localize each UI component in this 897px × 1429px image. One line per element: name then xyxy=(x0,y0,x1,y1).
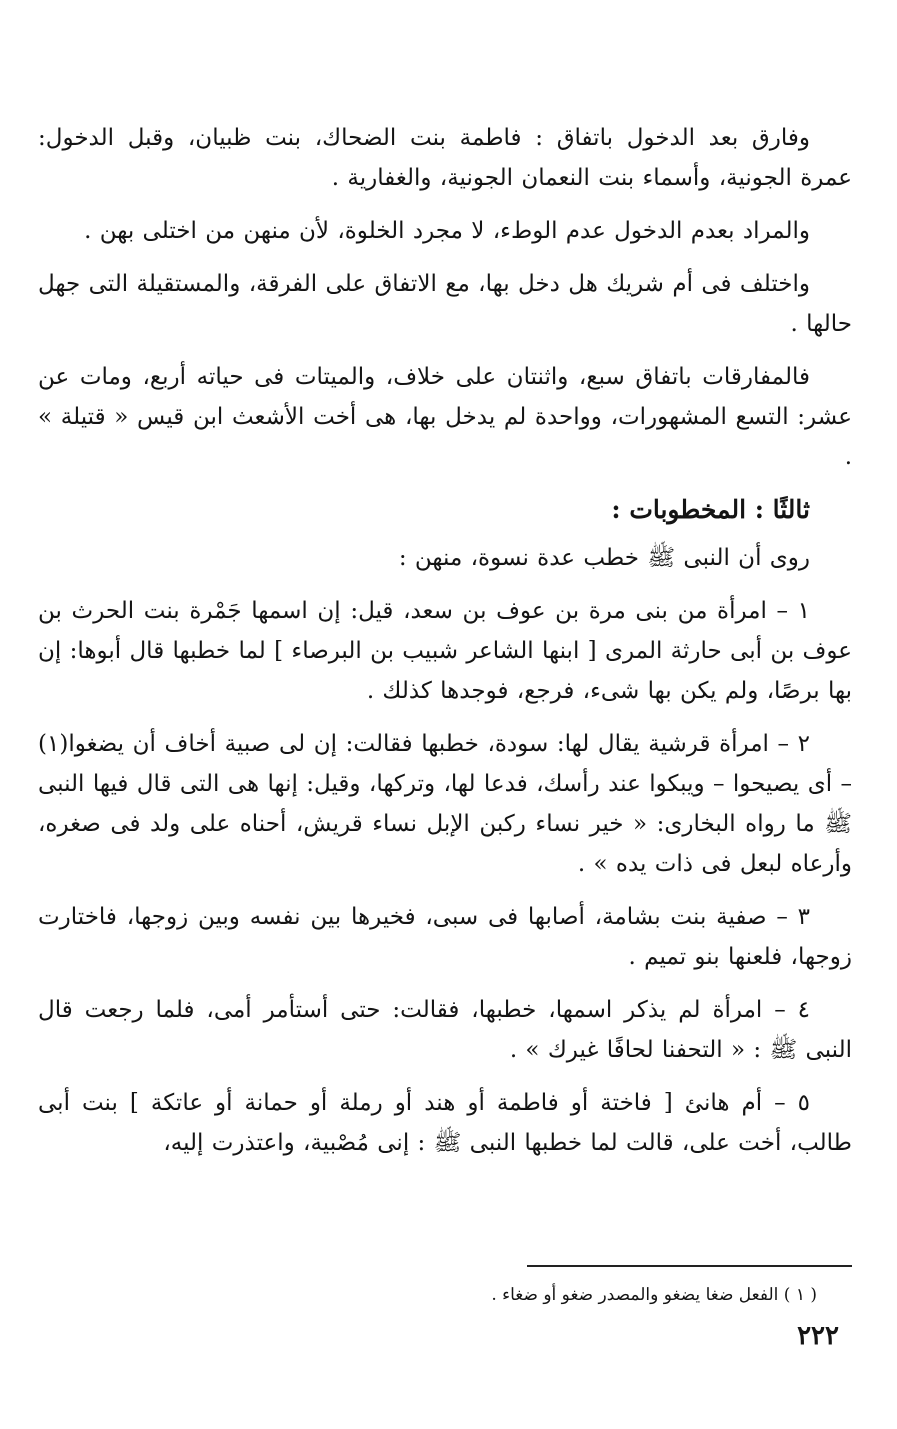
intro-paragraph xyxy=(38,538,852,578)
list-item xyxy=(38,897,852,977)
paragraph xyxy=(38,118,852,198)
footnote: ( ١ ) الفعل ضغا يضغو والمصدر ضغو أو ضغاء . xyxy=(491,1285,817,1305)
paragraph xyxy=(38,357,852,477)
list-item xyxy=(38,591,852,711)
list-item-text: ٣ – صفية بنت بشامة، أصابها فى سبى، فخيرها بين نفسه وبين زوجها، فاختارت زوجها، فلعنها بنو تميم . xyxy=(38,904,852,970)
paragraph-text: فالمفارقات باتفاق سبع، واثنتان على خلاف، والميتات فى حياته أربع، ومات عن عشر: التسع المشهورات، وواحدة لم يدخل بها، هى أخت الأشعث ابن قيس « قتيلة » . xyxy=(38,364,852,470)
section-heading: ثالثًا : المخطوبات : xyxy=(611,495,810,524)
paragraph-text: روى أن النبى ﷺ خطب عدة نسوة، منهن : xyxy=(398,545,810,571)
paragraph-text: واختلف فى أم شريك هل دخل بها، مع الاتفاق على الفرقة، والمستقيلة التى جهل حالها . xyxy=(38,271,852,337)
paragraph xyxy=(38,211,852,251)
list-item xyxy=(38,990,852,1070)
list-item-text: ٥ – أم هانئ [ فاختة أو فاطمة أو هند أو رملة أو حمانة أو عاتكة ] بنت أبى طالب، أخت على، قالت لما خطبها النبى ﷺ : إنى مُصْبية، واعتذرت إليه، xyxy=(38,1090,852,1156)
page-body xyxy=(38,118,852,1176)
list-item xyxy=(38,1083,852,1163)
paragraph xyxy=(38,264,852,344)
list-item-text: ٢ – امرأة قرشية يقال لها: سودة، خطبها فقالت: إن لى صبية أخاف أن يضغوا(١) – أى يصيحوا – ويبكوا عند رأسك، فدعا لها، وتركها، وقيل: إنها هى التى قال فيها النبى ﷺ ما رواه البخارى: « خير نساء ركبن الإبل نساء قريش، أحناه على ولد فى صغره، وأرعاه لبعل فى ذات يده » . xyxy=(38,731,852,877)
paragraph-text: وفارق بعد الدخول باتفاق : فاطمة بنت الضحاك، بنت ظبيان، وقبل الدخول: عمرة الجونية، وأسماء بنت النعمان الجونية، والغفارية . xyxy=(38,125,852,191)
paragraph-text: والمراد بعدم الدخول عدم الوطء، لا مجرد الخلوة، لأن منهن من اختلى بهن . xyxy=(84,218,810,244)
page-number: ٢٢٢ xyxy=(797,1321,839,1351)
list-item-text: ٤ – امرأة لم يذكر اسمها، خطبها، فقالت: حتى أستأمر أمى، فلما رجعت قال النبى ﷺ : « التحفنا لحافًا غيرك » . xyxy=(38,997,852,1063)
list-item-text: ١ – امرأة من بنى مرة بن عوف بن سعد، قيل: إن اسمها جَمْرة بنت الحرث بن عوف بن أبى حارثة المرى [ ابنها الشاعر شبيب بن البرصاء ] لما خطبها قال أبوها: إن بها برصًا، ولم يكن بها شىء، فرجع، فوجدها كذلك . xyxy=(38,598,852,704)
footnote-divider xyxy=(527,1265,852,1267)
list-item xyxy=(38,724,852,884)
